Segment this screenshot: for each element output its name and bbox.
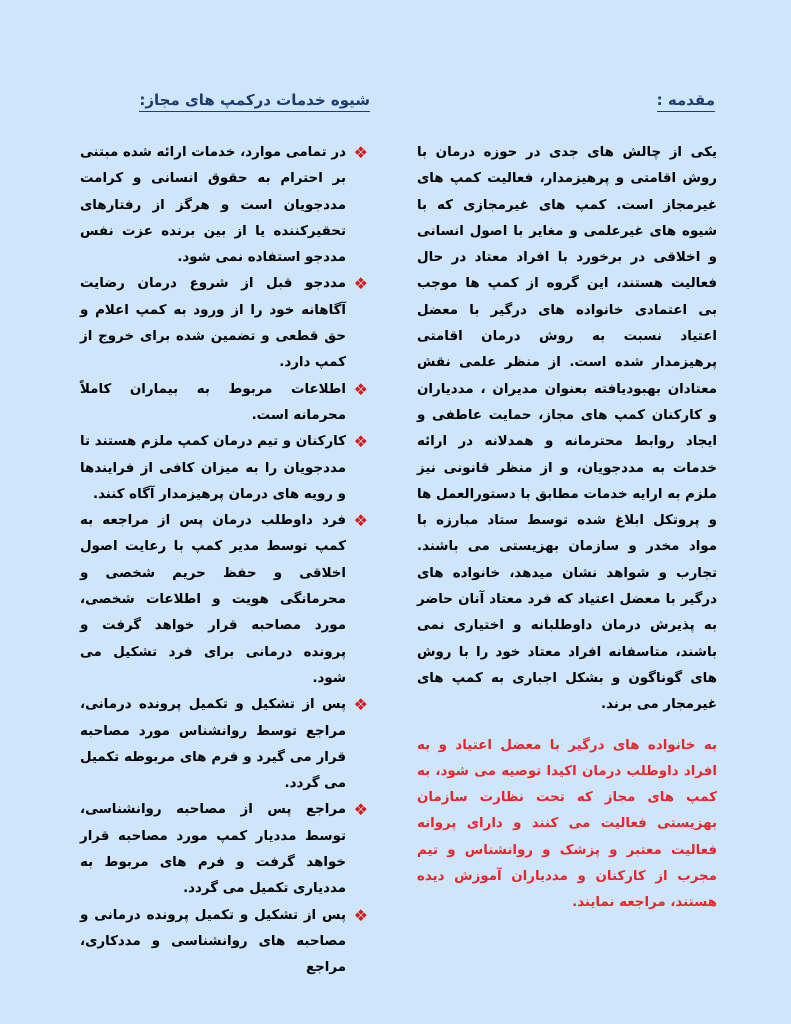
intro-column xyxy=(417,140,717,917)
red-diamond-icon: ❖ xyxy=(353,695,368,715)
list-item-text: پس از تشکیل و تکمیل پرونده درمانی و مصاحبه های روانشناسی و مددکاری، مراجع xyxy=(80,907,346,976)
list-item xyxy=(80,140,370,271)
list-item xyxy=(80,903,370,982)
list-item-text: مددجو قبل از شروع درمان رضایت آگاهانه خود را از ورود به کمپ اعلام و حق قطعی و تضمین شده برای خروج از کمپ دارد. xyxy=(80,276,346,371)
red-diamond-icon: ❖ xyxy=(353,800,368,820)
list-item xyxy=(80,692,370,797)
list-item-text: پس از تشکیل و تکمیل پرونده درمانی، مراجع توسط روانشناس مورد مصاحبه قرار می گیرد و فرم های مربوطه تکمیل می گردد. xyxy=(80,697,346,792)
list-item xyxy=(80,797,370,902)
list-item-text: مراجع پس از مصاحبه روانشناسی، توسط مددیار کمپ مورد مصاحبه قرار خواهد گرفت و فرم های مربوط به مددیاری تکمیل می گردد. xyxy=(80,802,346,897)
red-diamond-icon: ❖ xyxy=(353,511,368,531)
services-heading: شیوه خدمات درکمپ های مجاز: xyxy=(139,90,370,112)
list-item-text: کارکنان و تیم درمان کمپ ملزم هستند تا مددجویان را به میزان کافی از فرایندها و رویه های درمان پرهیزمدار آگاه کنند. xyxy=(80,434,346,502)
list-item xyxy=(80,429,370,508)
services-list xyxy=(80,140,370,982)
list-item xyxy=(80,508,370,692)
red-diamond-icon: ❖ xyxy=(353,432,368,452)
intro-paragraph: یکی از چالش های جدی در حوزه درمان با روش اقامتی و پرهیزمدار، فعالیت کمپ های غیرمجاز است. کمپ های غیرمجازی که با شیوه های غیرعلمی و مغایر با اصول انسانی و اخلاقی در برخورد با افراد معتاد در حال فعالیت هستند، این گروه از کمپ ها موجب بی اعتمادی خانواده های درگیر با معضل اعتیاد نسبت به روش درمان اقامتی پرهیزمدار شده است. از منظر علمی نقش معتادان بهبودیافته بعنوان مدیران ، مددیاران و کارکنان کمپ های مجاز، حمایت عاطفی و ایجاد روابط محترمانه و همدلانه در ارائه خدمات به مددجویان، و از منظر قانونی نیز ملزم به ارایه خدمات مطابق با دستورالعمل ها و پروتکل ابلاغ شده توسط ستاد مبارزه با مواد مخدر و سازمان بهزیستی می باشند. تجارب و شواهد نشان میدهد، خانواده های درگیر با معضل اعتیاد که فرد معتاد آنان حاضر به پذیرش درمان داوطلبانه و اختیاری نمی باشند، متاسفانه افراد معتاد خود را با روش های گوناگون و بشکل اجباری به کمپ های غیرمجار می برند. xyxy=(417,145,717,713)
red-diamond-icon: ❖ xyxy=(353,274,368,294)
list-item xyxy=(80,377,370,430)
list-item xyxy=(80,271,370,376)
red-diamond-icon: ❖ xyxy=(353,379,368,399)
intro-heading: مقدمه : xyxy=(657,90,715,112)
red-diamond-icon: ❖ xyxy=(353,143,368,162)
list-item-text: در تمامی موارد، خدمات ارائه شده مبتنی بر احترام به حقوق انسانی و کرامت مددجویان است و هرگز از رفتارهای تحقیرکننده یا از بین برنده عزت نفس مددجو استفاده نمی شود. xyxy=(80,145,346,266)
red-diamond-icon: ❖ xyxy=(353,905,368,925)
intro-notice: به خانواده های درگیر با معضل اعتیاد و به افراد داوطلب درمان اکیدا توصیه می شود، به کمپ های مجاز که تحت نظارت سازمان بهزیستی فعالیت می کنند و دارای پروانه فعالیت معتبر و پزشک و روانشناس و تیم مجرب از کارکنان و مددیاران آموزش دیده هستند، مراجعه نمایند. xyxy=(417,737,717,911)
list-item-text: اطلاعات مربوط به بیماران کاملاً محرمانه است. xyxy=(80,381,346,423)
list-item-text: فرد داوطلب درمان پس از مراجعه به کمپ توسط مدیر کمپ با رعایت اصول اخلاقی و حفظ حریم شخصی و محرمانگی هویت و اطلاعات شخصی، مورد مصاحبه قرار خواهد گرفت و پرونده درمانی برای فرد تشکیل می شود. xyxy=(80,513,346,686)
services-column xyxy=(80,140,370,982)
